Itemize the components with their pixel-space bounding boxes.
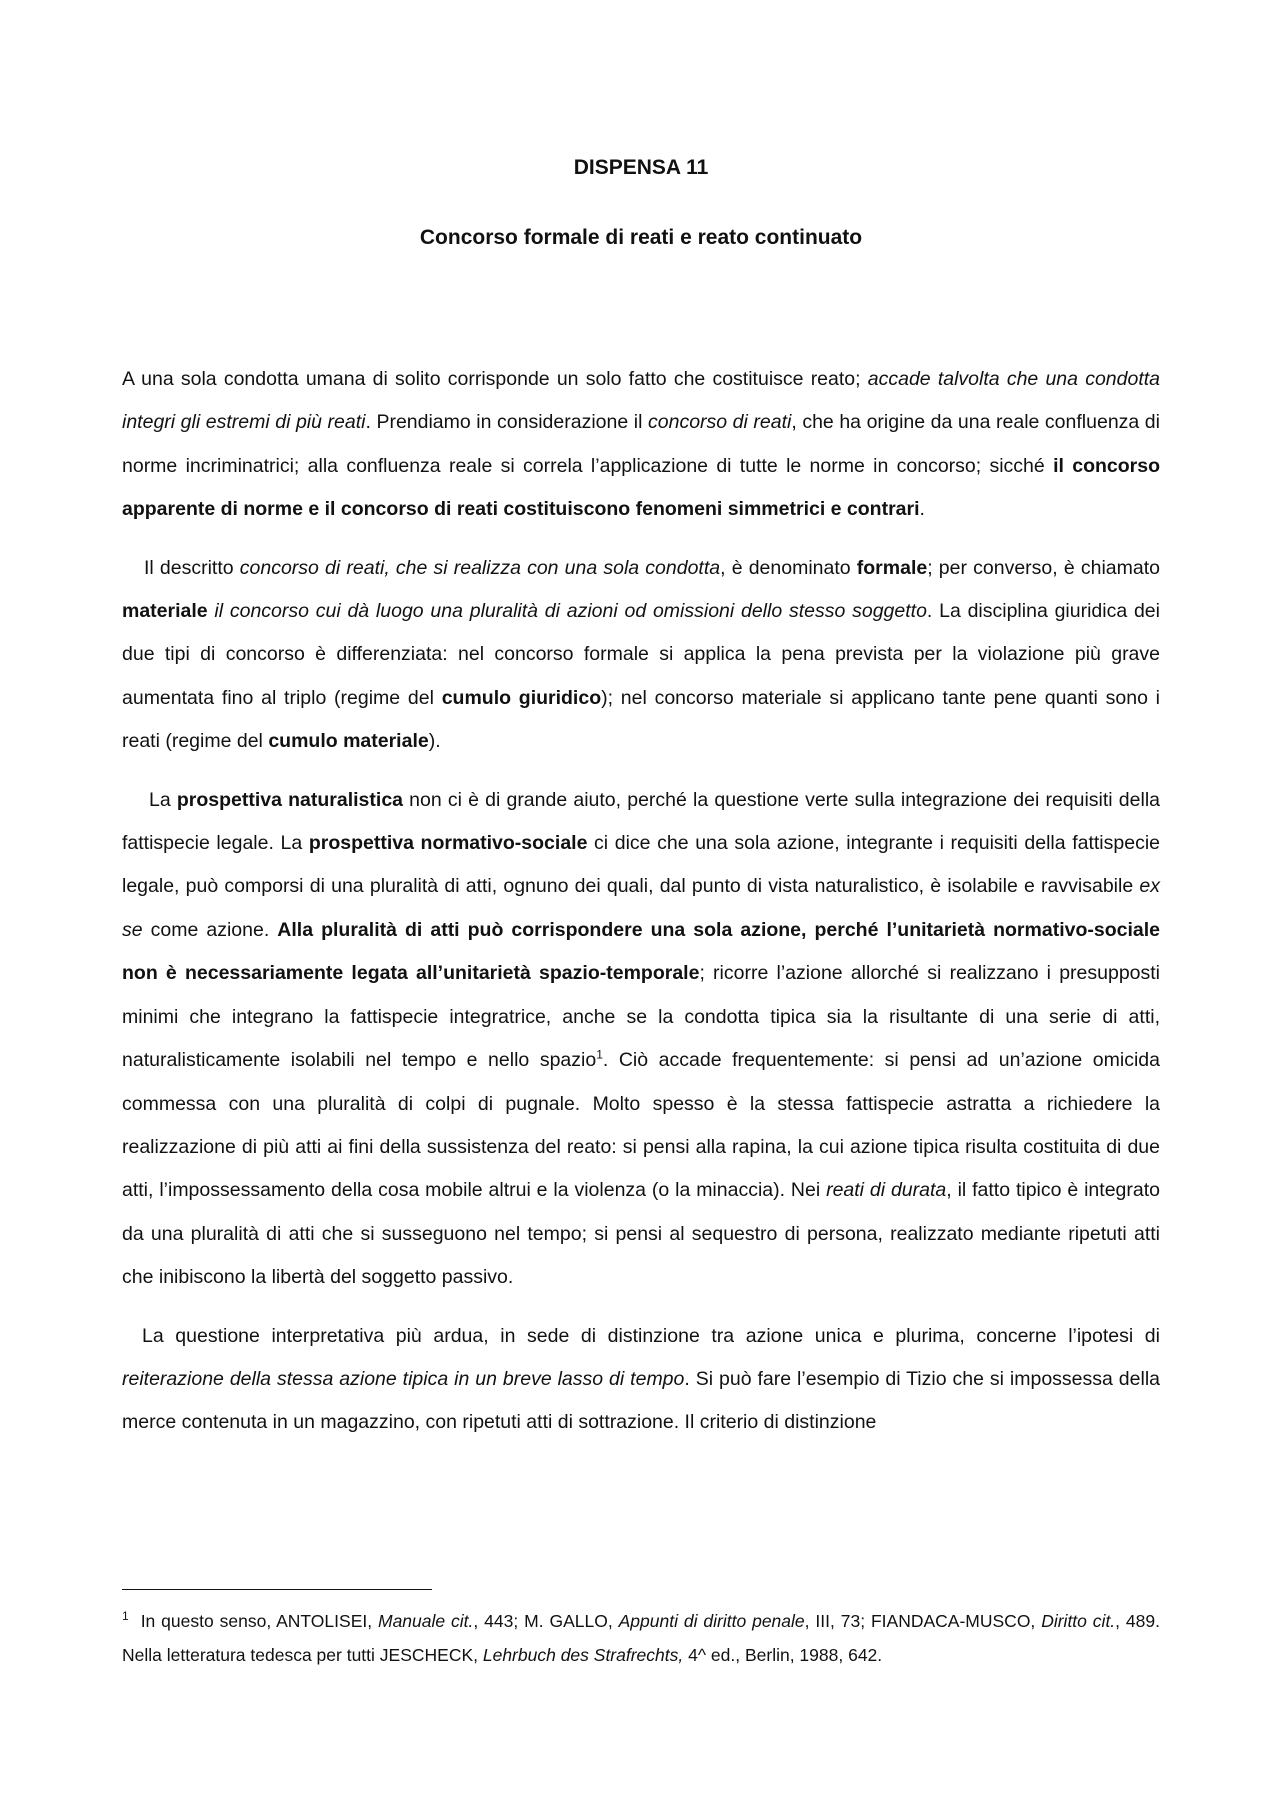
footnote-number: 1 <box>122 1609 129 1624</box>
text-run: , 489. Nella letteratura tedesca per tutti JESCHECK, <box>122 1611 1160 1665</box>
bold-text: cumulo giuridico <box>441 686 602 709</box>
text-run: ci dice che una sola azione, integrante i requisiti della fattispecie legale, può comporsi di una pluralità di atti, ognuno dei quali, dal punto di vista naturalistico, è isolabile e ravvisabile <box>122 832 1160 898</box>
bold-text: prospettiva naturalistica <box>176 788 404 811</box>
footnote-ref: 1 <box>596 1047 603 1062</box>
document-title: Concorso formale di reati e reato continuato <box>419 226 863 249</box>
italic-text: il concorso cui dà luogo una pluralità di azioni od omissioni dello stesso soggetto <box>214 600 927 623</box>
text-run: ; ricorre l’azione allorché si realizzano i presupposti minimi che integrano la fattispecie integratrice, anche se la condotta tipica sia la risultante di una serie di atti, naturalisticamente isolabili nel tempo e nello spazio <box>122 962 1161 1072</box>
text-run: . Ciò accade frequentemente: si pensi ad un’azione omicida commessa con una pluralità di colpi di pugnale. Molto spesso è la stessa fattispecie astratta a richiedere la realizzazione di più atti ai fini della sussistenza del reato: si pensi alla rapina, la cui azione tipica risulta costituita di due atti, l’impossessamento della cosa mobile altrui e la violenza (o la minaccia). Nei <box>122 1049 1160 1202</box>
footnote-separator <box>122 1589 432 1590</box>
text-run: La questione interpretativa più ardua, in sede di distinzione tra azione unica e plurima, concerne l’ipotesi di <box>142 1324 1160 1347</box>
text-run: non ci è di grande aiuto, perché la questione verte sulla integrazione dei requisiti della fattispecie legale. La <box>122 788 1161 855</box>
text-run: ); nel concorso materiale si applicano tante pene quanti sono i reati (regime del <box>122 686 1160 753</box>
paragraph <box>122 547 1160 764</box>
body-text <box>122 358 1160 1460</box>
text-run: . La disciplina giuridica dei due tipi di concorso è differenziata: nel concorso formale si applica la pena prevista per la violazione più grave aumentata fino al triplo (regime del <box>122 600 1160 709</box>
italic-text: Manuale cit. <box>378 1611 474 1631</box>
text-run: . Si può fare l’esempio di Tizio che si impossessa della merce contenuta in un magazzino, con ripetuti atti di sottrazione. Il criterio di distinzione <box>122 1367 1161 1434</box>
italic-text: Diritto cit. <box>1041 1611 1116 1631</box>
document-number-heading: DISPENSA 11 <box>573 156 709 179</box>
text-run: In questo senso, ANTOLISEI, <box>140 1611 378 1631</box>
text-run: , III, 73; FIANDACA-MUSCO, <box>804 1611 1042 1631</box>
italic-text: accade talvolta che una condotta integri gli estremi di più reati <box>122 368 1161 434</box>
text-run: ; per converso, è chiamato <box>927 556 1160 579</box>
text-run: ). <box>428 730 441 753</box>
bold-text: cumulo materiale <box>268 730 429 753</box>
italic-text: ex se <box>122 875 1160 941</box>
text-run: , è denominato <box>720 556 857 579</box>
paragraph <box>122 1315 1160 1445</box>
bold-text: formale <box>856 556 928 579</box>
text-run: Il descritto <box>144 556 240 579</box>
bold-text: prospettiva normativo-sociale <box>308 832 588 855</box>
text-run: La <box>149 788 177 811</box>
text-run: , che ha origine da una reale confluenza di norme incriminatrici; alla confluenza reale si correla l’applicazione di tutte le norme in concorso; sicché <box>122 411 1160 477</box>
italic-text: Appunti di diritto penale <box>618 1611 805 1631</box>
italic-text: concorso di reati <box>648 411 792 434</box>
italic-text: reiterazione della stessa azione tipica in un breve lasso di tempo <box>122 1367 685 1390</box>
paragraph <box>122 779 1160 1300</box>
bold-text: materiale <box>122 600 208 623</box>
text-run: , 443; M. GALLO, <box>473 1611 619 1631</box>
italic-text: concorso di reati, che si realizza con una sola condotta <box>239 556 721 579</box>
text-run: . <box>919 498 925 521</box>
text-run: come azione. <box>142 918 278 941</box>
paragraph <box>122 358 1160 532</box>
italic-text: Lehrbuch des Strafrechts, <box>482 1645 684 1665</box>
text-run: A una sola condotta umana di solito corrisponde un solo fatto che costituisce reato; <box>122 368 868 390</box>
footnote-text <box>122 1611 1160 1665</box>
text-run: , il fatto tipico è integrato da una pluralità di atti che si susseguono nel tempo; si pensi al sequestro di persona, realizzato mediante ripetuti atti che inibiscono la libertà del soggetto passivo. <box>122 1179 1160 1289</box>
footnote <box>122 1604 1160 1672</box>
italic-text: reati di durata <box>826 1179 947 1202</box>
bold-text: Alla pluralità di atti può corrispondere una sola azione, perché l’unitarietà normativo-sociale non è necessariamente legata all’unitarietà spazio-temporale <box>122 918 1160 985</box>
text-run: . Prendiamo in considerazione il <box>365 411 648 434</box>
bold-text: il concorso apparente di norme e il concorso di reati costituiscono fenomeni simmetrici e contrari <box>122 454 1160 521</box>
text-run: 4^ ed., Berlin, 1988, 642. <box>683 1645 883 1665</box>
